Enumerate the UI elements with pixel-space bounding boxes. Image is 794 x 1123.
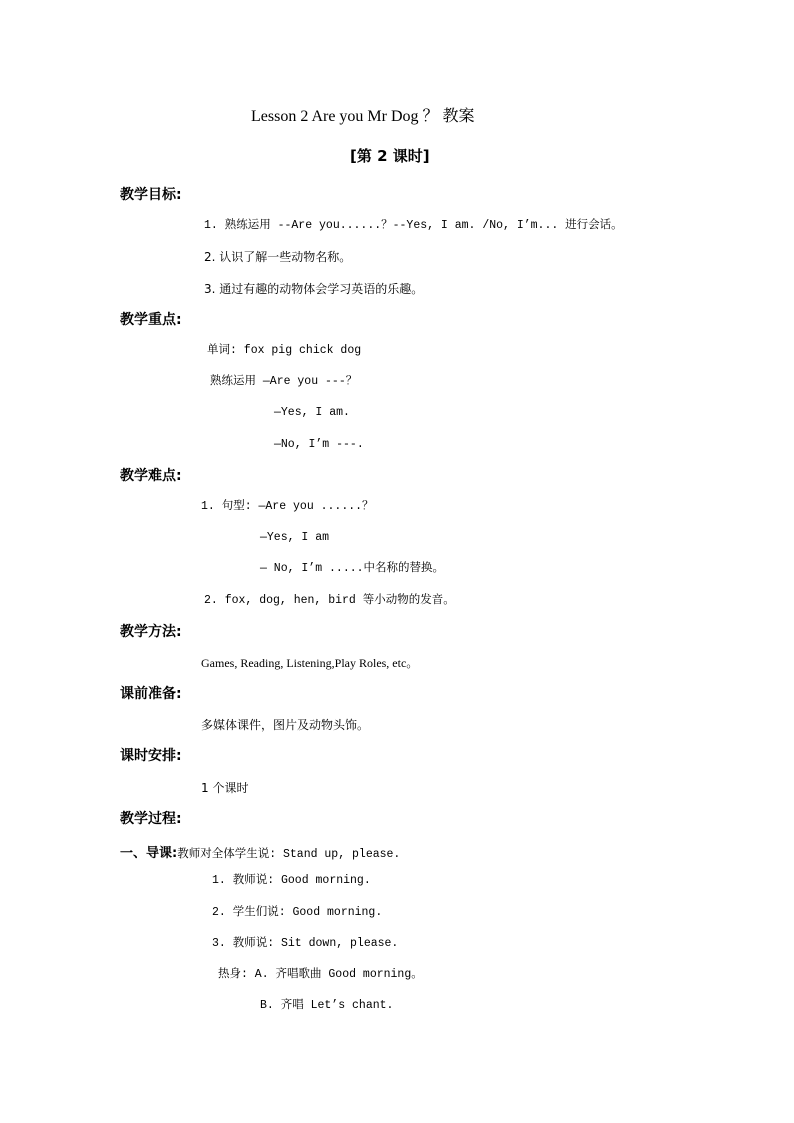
lesson-period-subtitle: [第 2 课时] [350, 147, 430, 165]
difficulty-line: — No, I’m .....中名称的替换。 [260, 562, 445, 575]
warmup-line: B. 齐唱 Let’s chant. [260, 999, 394, 1012]
difficulties-heading: 教学难点: [120, 468, 182, 484]
document-title: Lesson 2 Are you Mr Dog ？ 教案 [251, 108, 475, 125]
warmup-line: 热身: A. 齐唱歌曲 Good morning。 [218, 968, 423, 981]
goal-item: 3. 通过有趣的动物体会学习英语的乐趣。 [204, 282, 424, 296]
intro-text: 教师对全体学生说: Stand up, please. [177, 848, 401, 861]
difficulty-line: —Yes, I am [260, 531, 330, 544]
difficulty-line: 2. fox, dog, hen, bird 等小动物的发音。 [204, 594, 455, 607]
difficulty-line: 1. 句型: —Are you ......？ [201, 500, 374, 513]
key-point-line: 单词: fox pig chick dog [207, 344, 362, 357]
key-points-heading: 教学重点: [120, 312, 182, 328]
key-point-line: 熟练运用 —Are you ---？ [210, 375, 358, 388]
key-point-line: —Yes, I am. [274, 406, 350, 419]
intro-line [120, 844, 400, 861]
preparation-text: 多媒体课件，图片及动物头饰。 [201, 718, 370, 732]
methods-text: Games, Reading, Listening,Play Roles, etc。 [201, 656, 419, 670]
methods-heading: 教学方法: [120, 624, 182, 640]
goal-item: 2. 认识了解一些动物名称。 [204, 250, 352, 264]
key-point-line: —No, I’m ---. [274, 438, 364, 451]
process-step: 3. 教师说: Sit down, please. [212, 937, 399, 950]
preparation-heading: 课前准备: [120, 686, 182, 702]
intro-label: 一、导课: [120, 846, 178, 861]
process-step: 2. 学生们说: Good morning. [212, 906, 383, 919]
process-step: 1. 教师说: Good morning. [212, 874, 371, 887]
goal-item: 1. 熟练运用 --Are you......？--Yes, I am. /No, I’m... 进行会话。 [204, 219, 623, 232]
schedule-text: 1 个课时 [201, 781, 249, 795]
process-heading: 教学过程: [120, 811, 182, 827]
schedule-heading: 课时安排: [120, 748, 182, 764]
goals-heading: 教学目标: [120, 187, 182, 203]
